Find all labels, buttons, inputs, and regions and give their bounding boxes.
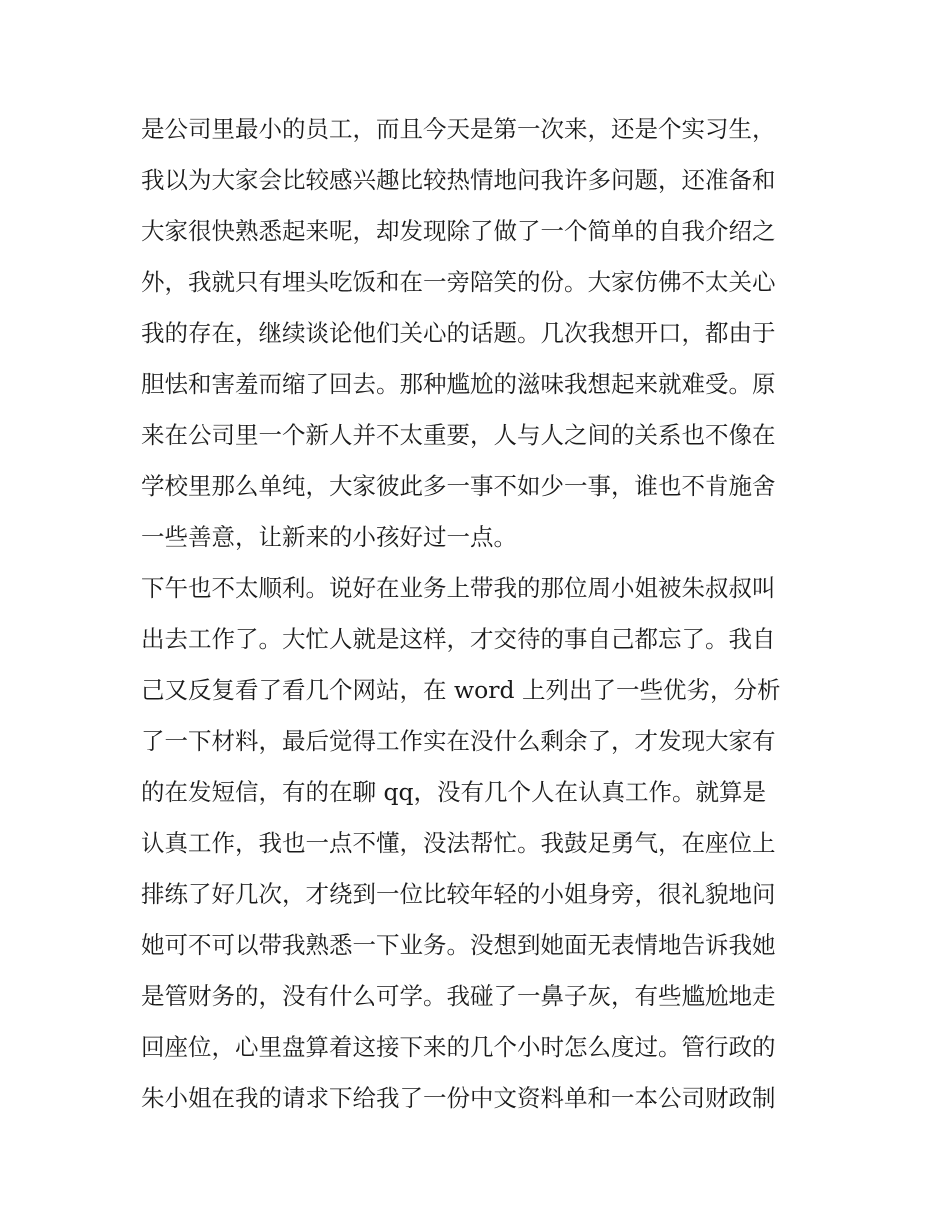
text-line: 是管财务的，没有什么可学。我碰了一鼻子灰，有些尴尬地走: [141, 982, 776, 1010]
text-line: 己又反复看了看几个网站，在 word 上列出了一些优劣，分析: [141, 676, 781, 704]
text-line: 的在发短信，有的在聊 qq，没有几个人在认真工作。就算是: [141, 778, 767, 806]
text-line: 外，我就只有埋头吃饭和在一旁陪笑的份。大家仿佛不太关心: [141, 268, 776, 296]
text-line: 她可不可以带我熟悉一下业务。没想到她面无表情地告诉我她: [141, 931, 776, 959]
text-line: 大家很快熟悉起来呢，却发现除了做了一个简单的自我介绍之: [141, 217, 776, 245]
text-line: 了一下材料，最后觉得工作实在没什么剩余了，才发现大家有: [141, 727, 776, 755]
text-line: 下午也不太顺利。说好在业务上带我的那位周小姐被朱叔叔叫: [141, 574, 776, 602]
text-line: 学校里那么单纯，大家彼此多一事不如少一事，谁也不肯施舍: [141, 472, 776, 500]
text-line: 出去工作了。大忙人就是这样，才交待的事自己都忘了。我自: [141, 625, 776, 653]
text-line: 排练了好几次，才绕到一位比较年轻的小姐身旁，很礼貌地问: [141, 880, 776, 908]
text-line: 是公司里最小的员工，而且今天是第一次来，还是个实习生，: [141, 115, 776, 143]
text-line: 认真工作，我也一点不懂，没法帮忙。我鼓足勇气，在座位上: [141, 829, 776, 857]
text-line: 回座位，心里盘算着这接下来的几个小时怎么度过。管行政的: [141, 1033, 776, 1061]
text-line: 朱小姐在我的请求下给我了一份中文资料单和一本公司财政制: [141, 1084, 776, 1112]
text-line: 我以为大家会比较感兴趣比较热情地问我许多问题，还准备和: [141, 166, 776, 194]
text-line: 我的存在，继续谈论他们关心的话题。几次我想开口，都由于: [141, 319, 776, 347]
text-line: 来在公司里一个新人并不太重要，人与人之间的关系也不像在: [141, 421, 776, 449]
text-line: 一些善意，让新来的小孩好过一点。: [141, 523, 517, 551]
text-line: 胆怯和害羞而缩了回去。那种尴尬的滋味我想起来就难受。原: [141, 370, 776, 398]
